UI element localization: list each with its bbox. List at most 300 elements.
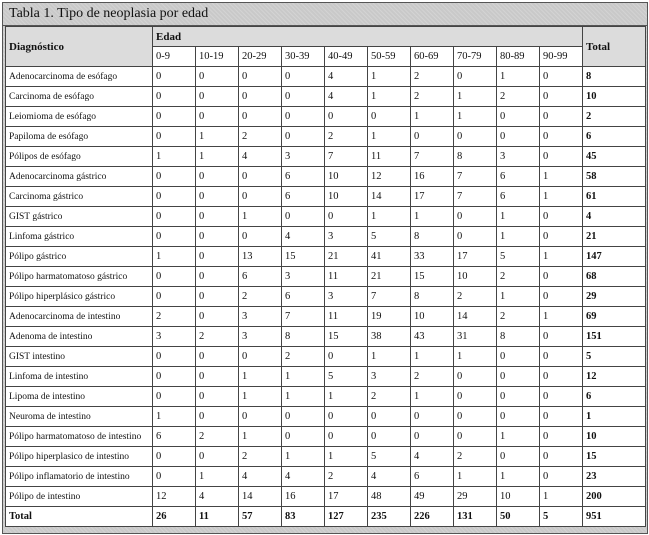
count-cell: 0: [411, 427, 454, 447]
count-cell: 1: [454, 87, 497, 107]
count-cell: 2: [454, 447, 497, 467]
count-cell: 0: [540, 227, 583, 247]
count-cell: 15: [282, 247, 325, 267]
count-cell: 0: [239, 87, 282, 107]
count-cell: 0: [368, 427, 411, 447]
count-cell: 0: [368, 407, 411, 427]
diagnosis-label: Pólipo hiperplásico gástrico: [6, 287, 153, 307]
count-cell: 1: [497, 67, 540, 87]
column-total-cell: 26: [153, 507, 196, 527]
count-cell: 1: [239, 367, 282, 387]
diagnosis-label: Linfoma de intestino: [6, 367, 153, 387]
count-cell: 0: [239, 167, 282, 187]
count-cell: 11: [325, 307, 368, 327]
count-cell: 17: [454, 247, 497, 267]
age-group-header: 90-99: [540, 47, 583, 67]
count-cell: 0: [239, 187, 282, 207]
count-cell: 2: [497, 307, 540, 327]
count-cell: 2: [153, 307, 196, 327]
age-group-header: 50-59: [368, 47, 411, 67]
diagnosis-label: Adenocarcinoma gástrico: [6, 167, 153, 187]
table-row: [6, 427, 646, 447]
count-cell: 0: [540, 107, 583, 127]
table-row: [6, 207, 646, 227]
column-total-cell: 127: [325, 507, 368, 527]
count-cell: 16: [282, 487, 325, 507]
count-cell: 4: [325, 67, 368, 87]
count-cell: 0: [497, 127, 540, 147]
count-cell: 0: [196, 107, 239, 127]
count-cell: 2: [239, 127, 282, 147]
count-cell: 0: [454, 427, 497, 447]
table-frame: [2, 2, 648, 534]
column-total-cell: 57: [239, 507, 282, 527]
count-cell: 0: [368, 107, 411, 127]
count-cell: 19: [368, 307, 411, 327]
count-cell: 1: [497, 467, 540, 487]
count-cell: 14: [368, 187, 411, 207]
row-total-cell: 23: [583, 467, 646, 487]
diagnosis-label: Carcinoma de esófago: [6, 87, 153, 107]
count-cell: 1: [368, 67, 411, 87]
count-cell: 2: [239, 447, 282, 467]
count-cell: 3: [239, 307, 282, 327]
count-cell: 1: [325, 387, 368, 407]
count-cell: 6: [497, 167, 540, 187]
count-cell: 8: [497, 327, 540, 347]
table-row: [6, 447, 646, 467]
count-cell: 0: [153, 87, 196, 107]
count-cell: 10: [497, 487, 540, 507]
age-group-header: 70-79: [454, 47, 497, 67]
totals-row: [6, 507, 646, 527]
row-total-cell: 2: [583, 107, 646, 127]
diagnosis-label: GIST intestino: [6, 347, 153, 367]
table-row: [6, 327, 646, 347]
row-total-cell: 45: [583, 147, 646, 167]
count-cell: 0: [153, 127, 196, 147]
table-row: [6, 287, 646, 307]
count-cell: 1: [239, 427, 282, 447]
age-group-header: 20-29: [239, 47, 282, 67]
count-cell: 29: [454, 487, 497, 507]
count-cell: 2: [325, 467, 368, 487]
count-cell: 2: [196, 427, 239, 447]
count-cell: 17: [325, 487, 368, 507]
count-cell: 12: [153, 487, 196, 507]
count-cell: 21: [368, 267, 411, 287]
count-cell: 0: [239, 67, 282, 87]
count-cell: 11: [368, 147, 411, 167]
row-total-cell: 21: [583, 227, 646, 247]
count-cell: 6: [282, 187, 325, 207]
count-cell: 8: [411, 287, 454, 307]
count-cell: 0: [540, 447, 583, 467]
count-cell: 0: [540, 287, 583, 307]
count-cell: 1: [239, 207, 282, 227]
table-row: [6, 167, 646, 187]
table-row: [6, 67, 646, 87]
count-cell: 15: [325, 327, 368, 347]
count-cell: 1: [368, 207, 411, 227]
count-cell: 0: [325, 347, 368, 367]
count-cell: 0: [282, 87, 325, 107]
count-cell: 0: [153, 207, 196, 227]
grand-total-cell: 951: [583, 507, 646, 527]
count-cell: 5: [325, 367, 368, 387]
count-cell: 0: [540, 147, 583, 167]
count-cell: 3: [153, 327, 196, 347]
count-cell: 8: [282, 327, 325, 347]
count-cell: 1: [368, 347, 411, 367]
count-cell: 1: [497, 427, 540, 447]
count-cell: 4: [282, 467, 325, 487]
count-cell: 15: [411, 267, 454, 287]
count-cell: 0: [282, 127, 325, 147]
count-cell: 4: [282, 227, 325, 247]
row-total-cell: 151: [583, 327, 646, 347]
count-cell: 1: [282, 387, 325, 407]
count-cell: 0: [540, 207, 583, 227]
diagnosis-label: Adenoma de intestino: [6, 327, 153, 347]
count-cell: 6: [239, 267, 282, 287]
count-cell: 0: [540, 267, 583, 287]
age-group-header: 60-69: [411, 47, 454, 67]
count-cell: 0: [239, 407, 282, 427]
count-cell: 7: [454, 187, 497, 207]
count-cell: 0: [540, 347, 583, 367]
count-cell: 1: [239, 387, 282, 407]
count-cell: 41: [368, 247, 411, 267]
count-cell: 0: [239, 347, 282, 367]
count-cell: 3: [368, 367, 411, 387]
count-cell: 1: [196, 147, 239, 167]
row-total-cell: 8: [583, 67, 646, 87]
count-cell: 0: [454, 127, 497, 147]
count-cell: 0: [454, 407, 497, 427]
count-cell: 48: [368, 487, 411, 507]
count-cell: 1: [540, 307, 583, 327]
count-cell: 2: [411, 367, 454, 387]
count-cell: 1: [540, 167, 583, 187]
count-cell: 1: [411, 347, 454, 367]
count-cell: 0: [196, 87, 239, 107]
age-group-header: 40-49: [325, 47, 368, 67]
age-group-header: 0-9: [153, 47, 196, 67]
count-cell: 4: [411, 447, 454, 467]
diagnosis-label: GIST gástrico: [6, 207, 153, 227]
count-cell: 49: [411, 487, 454, 507]
count-cell: 0: [454, 367, 497, 387]
diagnosis-label: Pólipo harmatomatoso de intestino: [6, 427, 153, 447]
count-cell: 1: [540, 487, 583, 507]
count-cell: 0: [497, 107, 540, 127]
diagnosis-label: Pólipo hiperplasico de intestino: [6, 447, 153, 467]
count-cell: 1: [196, 127, 239, 147]
count-cell: 0: [196, 67, 239, 87]
table-caption: Tabla 1. Tipo de neoplasia por edad: [3, 3, 647, 26]
count-cell: 1: [497, 287, 540, 307]
count-cell: 0: [497, 347, 540, 367]
count-cell: 6: [497, 187, 540, 207]
count-cell: 0: [196, 207, 239, 227]
count-cell: 31: [454, 327, 497, 347]
count-cell: 2: [325, 127, 368, 147]
row-total-cell: 1: [583, 407, 646, 427]
count-cell: 2: [411, 67, 454, 87]
row-total-cell: 6: [583, 127, 646, 147]
count-cell: 1: [282, 367, 325, 387]
count-cell: 0: [454, 227, 497, 247]
count-cell: 4: [239, 147, 282, 167]
count-cell: 33: [411, 247, 454, 267]
count-cell: 0: [153, 447, 196, 467]
count-cell: 2: [411, 87, 454, 107]
table-row: [6, 107, 646, 127]
row-total-cell: 29: [583, 287, 646, 307]
count-cell: 1: [411, 207, 454, 227]
count-cell: 0: [196, 367, 239, 387]
column-total-cell: 131: [454, 507, 497, 527]
count-cell: 0: [325, 107, 368, 127]
row-total-cell: 10: [583, 427, 646, 447]
count-cell: 0: [239, 227, 282, 247]
count-cell: 14: [239, 487, 282, 507]
row-total-cell: 12: [583, 367, 646, 387]
diagnosis-label: Pólipo de intestino: [6, 487, 153, 507]
count-cell: 0: [153, 287, 196, 307]
table-row: [6, 147, 646, 167]
count-cell: 0: [540, 367, 583, 387]
table-row: [6, 227, 646, 247]
count-cell: 43: [411, 327, 454, 347]
diagnosis-label: Pólipos de esófago: [6, 147, 153, 167]
count-cell: 0: [282, 427, 325, 447]
count-cell: 0: [196, 247, 239, 267]
count-cell: 0: [196, 267, 239, 287]
count-cell: 0: [196, 347, 239, 367]
row-total-cell: 61: [583, 187, 646, 207]
table-row: [6, 467, 646, 487]
count-cell: 7: [325, 147, 368, 167]
count-cell: 2: [497, 87, 540, 107]
count-cell: 0: [454, 67, 497, 87]
count-cell: 2: [454, 287, 497, 307]
count-cell: 3: [497, 147, 540, 167]
count-cell: 1: [454, 347, 497, 367]
count-cell: 3: [325, 287, 368, 307]
table-row: [6, 407, 646, 427]
count-cell: 0: [540, 467, 583, 487]
count-cell: 0: [540, 87, 583, 107]
table-row: [6, 87, 646, 107]
count-cell: 8: [454, 147, 497, 167]
diagnosis-label: Lipoma de intestino: [6, 387, 153, 407]
count-cell: 12: [368, 167, 411, 187]
count-cell: 1: [368, 87, 411, 107]
count-cell: 0: [540, 127, 583, 147]
count-cell: 3: [282, 147, 325, 167]
row-total-cell: 147: [583, 247, 646, 267]
age-group-header: 80-89: [497, 47, 540, 67]
diagnosis-label: Pólipo harmatomatoso gástrico: [6, 267, 153, 287]
count-cell: 0: [282, 67, 325, 87]
count-cell: 7: [411, 147, 454, 167]
count-cell: 0: [196, 447, 239, 467]
count-cell: 10: [411, 307, 454, 327]
count-cell: 1: [540, 247, 583, 267]
row-total-cell: 15: [583, 447, 646, 467]
diagnosis-label: Pólipo inflamatorio de intestino: [6, 467, 153, 487]
count-cell: 0: [497, 407, 540, 427]
diagnosis-label: Neuroma de intestino: [6, 407, 153, 427]
count-cell: 0: [153, 187, 196, 207]
row-total-cell: 4: [583, 207, 646, 227]
count-cell: 10: [325, 187, 368, 207]
count-cell: 2: [239, 287, 282, 307]
count-cell: 1: [196, 467, 239, 487]
count-cell: 6: [282, 287, 325, 307]
row-total-cell: 10: [583, 87, 646, 107]
count-cell: 0: [497, 367, 540, 387]
count-cell: 6: [282, 167, 325, 187]
header-edad: Edad: [153, 27, 583, 47]
count-cell: 2: [497, 267, 540, 287]
table-row: [6, 387, 646, 407]
count-cell: 13: [239, 247, 282, 267]
diagnosis-label: Leiomioma de esófago: [6, 107, 153, 127]
column-total-cell: 83: [282, 507, 325, 527]
count-cell: 0: [196, 287, 239, 307]
count-cell: 0: [196, 387, 239, 407]
count-cell: 0: [411, 407, 454, 427]
count-cell: 4: [368, 467, 411, 487]
count-cell: 0: [196, 407, 239, 427]
count-cell: 0: [540, 387, 583, 407]
count-cell: 1: [153, 247, 196, 267]
diagnosis-label: Linfoma gástrico: [6, 227, 153, 247]
count-cell: 14: [454, 307, 497, 327]
count-cell: 0: [540, 67, 583, 87]
count-cell: 0: [153, 347, 196, 367]
count-cell: 1: [153, 147, 196, 167]
count-cell: 0: [282, 407, 325, 427]
diagnosis-label: Pólipo gástrico: [6, 247, 153, 267]
count-cell: 1: [540, 187, 583, 207]
table-row: [6, 367, 646, 387]
count-cell: 0: [497, 447, 540, 467]
count-cell: 3: [325, 227, 368, 247]
row-total-cell: 58: [583, 167, 646, 187]
table-row: [6, 247, 646, 267]
column-total-cell: 50: [497, 507, 540, 527]
count-cell: 7: [368, 287, 411, 307]
count-cell: 17: [411, 187, 454, 207]
count-cell: 0: [411, 127, 454, 147]
count-cell: 5: [368, 227, 411, 247]
count-cell: 0: [153, 467, 196, 487]
count-cell: 2: [368, 387, 411, 407]
count-cell: 0: [325, 207, 368, 227]
diagnosis-label: Adenocarcinoma de esófago: [6, 67, 153, 87]
age-group-header: 10-19: [196, 47, 239, 67]
row-total-cell: 5: [583, 347, 646, 367]
count-cell: 0: [153, 387, 196, 407]
count-cell: 0: [153, 367, 196, 387]
count-cell: 0: [153, 167, 196, 187]
count-cell: 1: [153, 407, 196, 427]
neoplasia-table: [5, 26, 646, 527]
count-cell: 0: [153, 267, 196, 287]
count-cell: 3: [282, 267, 325, 287]
age-group-header: 30-39: [282, 47, 325, 67]
table-row: [6, 307, 646, 327]
count-cell: 10: [325, 167, 368, 187]
count-cell: 0: [497, 387, 540, 407]
count-cell: 0: [540, 327, 583, 347]
totals-label: Total: [6, 507, 153, 527]
count-cell: 1: [411, 387, 454, 407]
count-cell: 0: [454, 387, 497, 407]
count-cell: 0: [540, 407, 583, 427]
diagnosis-label: Carcinoma gástrico: [6, 187, 153, 207]
count-cell: 0: [282, 207, 325, 227]
count-cell: 1: [282, 447, 325, 467]
row-total-cell: 200: [583, 487, 646, 507]
count-cell: 1: [454, 467, 497, 487]
count-cell: 0: [282, 107, 325, 127]
table-row: [6, 267, 646, 287]
header-total: Total: [583, 27, 646, 67]
count-cell: 0: [196, 187, 239, 207]
table-row: [6, 487, 646, 507]
table-row: [6, 347, 646, 367]
count-cell: 0: [153, 227, 196, 247]
count-cell: 1: [497, 207, 540, 227]
count-cell: 7: [282, 307, 325, 327]
table-body: [6, 67, 646, 527]
count-cell: 1: [454, 107, 497, 127]
row-total-cell: 68: [583, 267, 646, 287]
count-cell: 2: [196, 327, 239, 347]
count-cell: 2: [282, 347, 325, 367]
count-cell: 6: [411, 467, 454, 487]
diagnosis-label: Papiloma de esófago: [6, 127, 153, 147]
count-cell: 11: [325, 267, 368, 287]
column-total-cell: 226: [411, 507, 454, 527]
table-row: [6, 127, 646, 147]
count-cell: 5: [497, 247, 540, 267]
column-total-cell: 5: [540, 507, 583, 527]
count-cell: 0: [454, 207, 497, 227]
count-cell: 0: [196, 227, 239, 247]
column-total-cell: 235: [368, 507, 411, 527]
count-cell: 16: [411, 167, 454, 187]
count-cell: 4: [325, 87, 368, 107]
count-cell: 1: [497, 227, 540, 247]
count-cell: 0: [540, 427, 583, 447]
count-cell: 4: [196, 487, 239, 507]
count-cell: 6: [153, 427, 196, 447]
count-cell: 38: [368, 327, 411, 347]
count-cell: 0: [325, 427, 368, 447]
count-cell: 8: [411, 227, 454, 247]
count-cell: 0: [196, 167, 239, 187]
header-diagnostico: Diagnóstico: [6, 27, 153, 67]
count-cell: 1: [325, 447, 368, 467]
count-cell: 0: [153, 67, 196, 87]
count-cell: 4: [239, 467, 282, 487]
